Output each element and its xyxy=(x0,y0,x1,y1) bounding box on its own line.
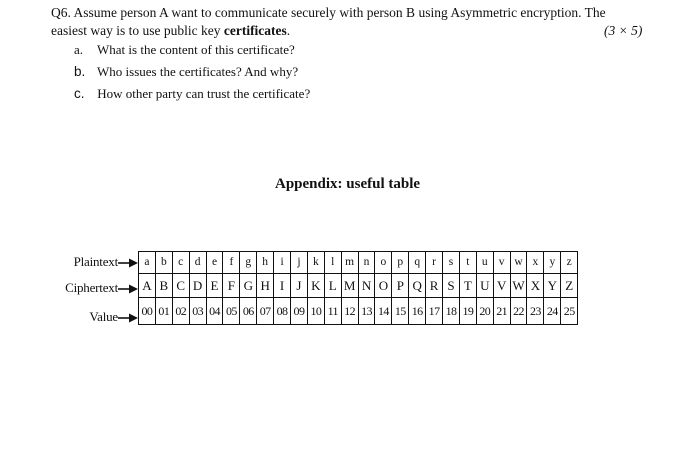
plaintext-cell: n xyxy=(358,252,375,274)
value-cell: 15 xyxy=(392,298,409,325)
value-cell: 25 xyxy=(561,298,578,325)
value-cell: 03 xyxy=(189,298,206,325)
value-cell: 19 xyxy=(459,298,476,325)
ciphertext-cell: D xyxy=(189,274,206,298)
question-line-2-suffix: . xyxy=(286,23,291,38)
ciphertext-cell: C xyxy=(172,274,189,298)
value-cell: 17 xyxy=(426,298,443,325)
value-cell: 04 xyxy=(206,298,223,325)
ciphertext-cell: V xyxy=(493,274,510,298)
plaintext-cell: j xyxy=(291,252,308,274)
ciphertext-cell: O xyxy=(375,274,392,298)
ciphertext-cell: Y xyxy=(544,274,561,298)
question-line-2 xyxy=(51,23,290,39)
ciphertext-cell: H xyxy=(257,274,274,298)
subquestion-c xyxy=(74,86,310,102)
ciphertext-cell: X xyxy=(527,274,544,298)
value-cell: 11 xyxy=(324,298,341,325)
plaintext-cell: m xyxy=(341,252,358,274)
plaintext-cell: e xyxy=(206,252,223,274)
subquestion-b-text: Who issues the certificates? And why? xyxy=(97,64,299,79)
plaintext-cell: q xyxy=(409,252,426,274)
value-cell: 18 xyxy=(443,298,460,325)
arrow-right-icon xyxy=(118,312,138,324)
ciphertext-cell: S xyxy=(443,274,460,298)
marks-allocation: (3 × 5) xyxy=(604,23,643,38)
alphabet-value-table xyxy=(138,251,578,325)
plaintext-cell: f xyxy=(223,252,240,274)
plaintext-cell: c xyxy=(172,252,189,274)
subquestion-a-text: What is the content of this certificate? xyxy=(97,42,295,57)
value-cell: 10 xyxy=(307,298,324,325)
ciphertext-cell: R xyxy=(426,274,443,298)
ciphertext-cell: P xyxy=(392,274,409,298)
plaintext-cell: y xyxy=(544,252,561,274)
plaintext-cell: l xyxy=(324,252,341,274)
ciphertext-cell: N xyxy=(358,274,375,298)
plaintext-cell: u xyxy=(476,252,493,274)
value-cell: 13 xyxy=(358,298,375,325)
value-cell: 00 xyxy=(139,298,156,325)
question-line-2-prefix: easiest way is to use public key xyxy=(51,23,224,38)
ciphertext-cell: E xyxy=(206,274,223,298)
value-cell: 22 xyxy=(510,298,527,325)
value-cell: 21 xyxy=(493,298,510,325)
subquestion-b xyxy=(74,64,298,80)
arrow-right-icon xyxy=(118,283,138,295)
row-label-plaintext: Plaintext xyxy=(73,254,118,269)
plaintext-cell: h xyxy=(257,252,274,274)
row-label-ciphertext: Ciphertext xyxy=(65,280,118,295)
arrow-right-icon xyxy=(118,257,138,269)
ciphertext-cell: T xyxy=(459,274,476,298)
ciphertext-cell: F xyxy=(223,274,240,298)
ciphertext-cell: Q xyxy=(409,274,426,298)
ciphertext-cell: I xyxy=(274,274,291,298)
ciphertext-cell: G xyxy=(240,274,257,298)
plaintext-cell: w xyxy=(510,252,527,274)
subquestion-c-label: c. xyxy=(74,86,85,101)
ciphertext-cell: J xyxy=(291,274,308,298)
value-cell: 24 xyxy=(544,298,561,325)
plaintext-cell: s xyxy=(443,252,460,274)
ciphertext-cell: Z xyxy=(561,274,578,298)
value-cell: 07 xyxy=(257,298,274,325)
value-cell: 01 xyxy=(155,298,172,325)
question-line-1: Q6. Assume person A want to communicate securely with person B using Asymmetric encryption. The xyxy=(51,5,606,20)
value-cell: 08 xyxy=(274,298,291,325)
value-cell: 02 xyxy=(172,298,189,325)
plaintext-cell: v xyxy=(493,252,510,274)
subquestion-c-text: How other party can trust the certificate? xyxy=(97,86,311,101)
value-cell: 14 xyxy=(375,298,392,325)
ciphertext-cell: A xyxy=(139,274,156,298)
value-cell: 09 xyxy=(291,298,308,325)
subquestion-a xyxy=(74,42,295,58)
subquestion-a-label: a. xyxy=(74,42,84,57)
subquestion-b-label: b. xyxy=(74,64,86,79)
plaintext-cell: z xyxy=(561,252,578,274)
value-cell: 23 xyxy=(527,298,544,325)
plaintext-row xyxy=(139,252,578,274)
ciphertext-cell: M xyxy=(341,274,358,298)
value-cell: 20 xyxy=(476,298,493,325)
plaintext-cell: b xyxy=(155,252,172,274)
ciphertext-cell: W xyxy=(510,274,527,298)
plaintext-cell: x xyxy=(527,252,544,274)
ciphertext-cell: L xyxy=(324,274,341,298)
value-row xyxy=(139,298,578,325)
ciphertext-cell: B xyxy=(155,274,172,298)
plaintext-cell: t xyxy=(459,252,476,274)
plaintext-cell: r xyxy=(426,252,443,274)
ciphertext-cell: K xyxy=(307,274,324,298)
row-label-value: Value xyxy=(89,309,118,324)
plaintext-cell: i xyxy=(274,252,291,274)
value-cell: 05 xyxy=(223,298,240,325)
keyword-certificates: certificates xyxy=(223,23,287,38)
ciphertext-cell: U xyxy=(476,274,493,298)
value-cell: 12 xyxy=(341,298,358,325)
plaintext-cell: o xyxy=(375,252,392,274)
plaintext-cell: a xyxy=(139,252,156,274)
value-cell: 16 xyxy=(409,298,426,325)
plaintext-cell: p xyxy=(392,252,409,274)
ciphertext-row xyxy=(139,274,578,298)
value-cell: 06 xyxy=(240,298,257,325)
plaintext-cell: g xyxy=(240,252,257,274)
appendix-title: Appendix: useful table xyxy=(275,176,421,192)
plaintext-cell: d xyxy=(189,252,206,274)
plaintext-cell: k xyxy=(307,252,324,274)
